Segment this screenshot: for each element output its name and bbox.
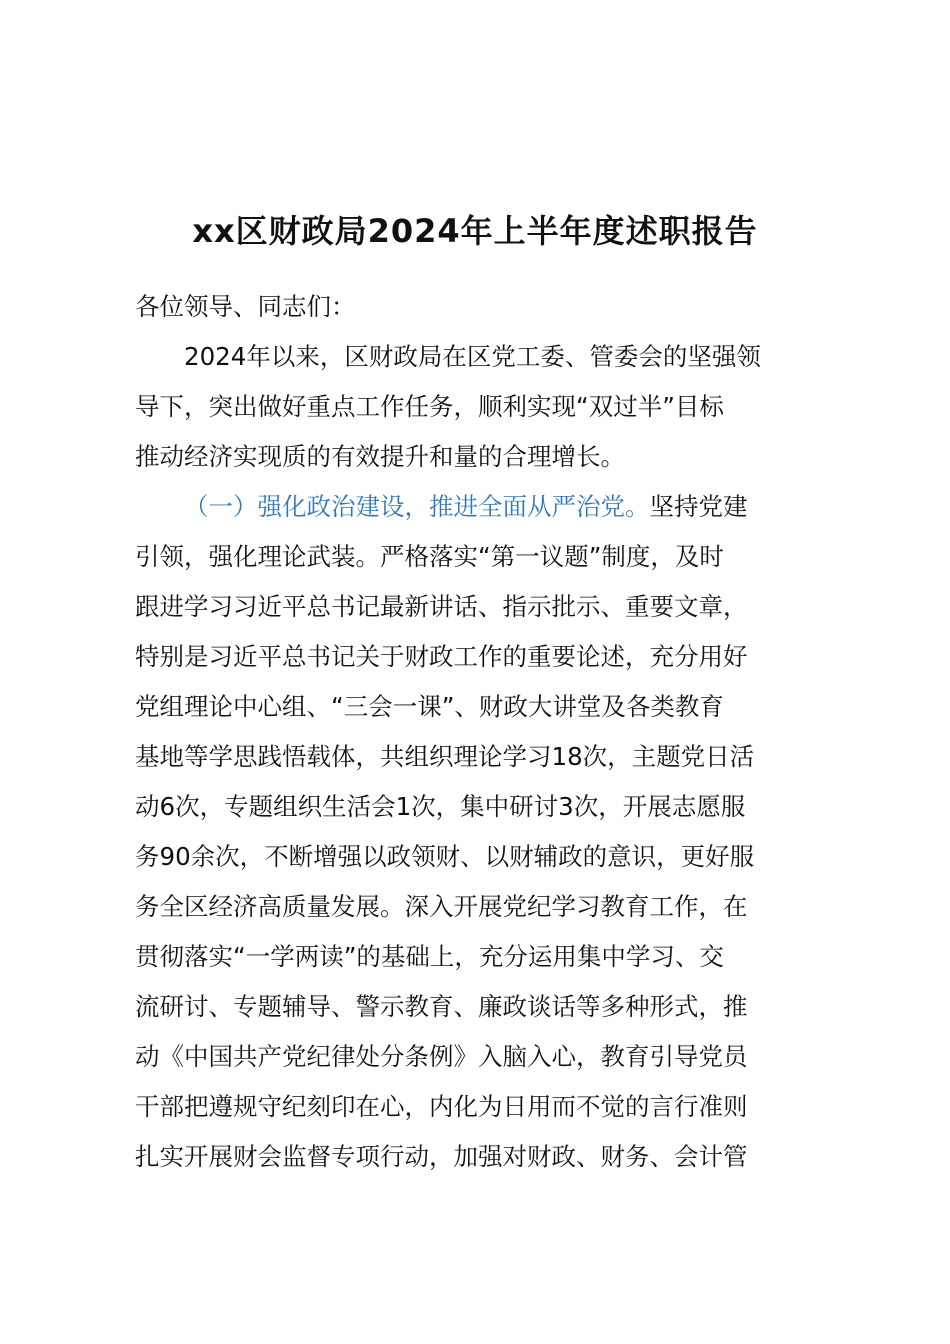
section-1-line: 扎实开展财会监督专项行动，加强对财政、财务、会计管 [135,1142,748,1171]
document-body [135,282,835,1182]
intro-line: 2024年以来，区财政局在区党工委、管委会的坚强领 [184,342,761,371]
document-title: xx区财政局2024年上半年度述职报告 [192,212,758,250]
section-1-line: 跟进学习习近平总书记最新讲话、指示批示、重要文章， [135,592,748,621]
section-1-line: 动《中国共产党纪律处分条例》入脑入心，教育引导党员 [135,1042,748,1071]
intro-line: 推动经济实现质的有效提升和量的合理增长。 [135,442,625,471]
section-1-line: 基地等学思践悟载体，共组织理论学习18次，主题党日活 [135,742,755,771]
section-1-line: 务全区经济高质量发展。深入开展党纪学习教育工作，在 [135,892,748,921]
section-1-line: 特别是习近平总书记关于财政工作的重要论述，充分用好 [135,642,748,671]
salutation: 各位领导、同志们： [135,292,356,321]
section-1-line: 务90余次，不断增强以政领财、以财辅政的意识，更好服 [135,842,755,871]
intro-line: 导下，突出做好重点工作任务，顺利实现“双过半”目标 [135,392,724,421]
section-1-line: 动6次，专题组织生活会1次，集中研讨3次，开展志愿服 [135,792,746,821]
section-1-first-line [135,482,835,532]
section-1-line: 流研讨、专题辅导、警示教育、廉政谈话等多种形式，推 [135,992,748,1021]
section-1-line: 干部把遵规守纪刻印在心，内化为日用而不觉的言行准则 [135,1092,748,1121]
section-1-first-line-rest: 坚持党建 [649,492,748,521]
section-1-line: 党组理论中心组、“三会一课”、财政大讲堂及各类教育 [135,692,724,721]
section-1-line: 引领，强化理论武装。严格落实“第一议题”制度，及时 [135,542,724,571]
section-1-line: 贯彻落实“一学两读”的基础上，充分运用集中学习、交 [135,942,724,971]
section-1-heading: （一）强化政治建设，推进全面从严治党。 [184,492,650,521]
